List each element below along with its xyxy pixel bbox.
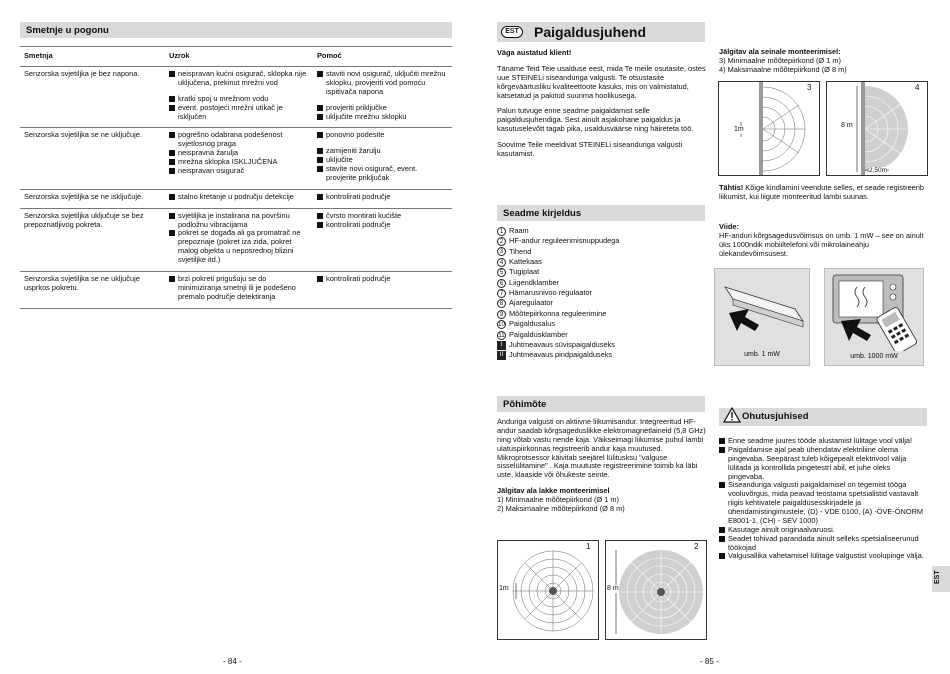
bullet-square-icon bbox=[317, 71, 323, 77]
description-section-title: Seadme kirjeldus bbox=[497, 205, 705, 221]
description-item-text: Juhtmeavaus süvispaigalduseks bbox=[509, 340, 615, 350]
left-section-title: Smetnje u pogonu bbox=[20, 22, 452, 38]
page-number-left: - 84 - bbox=[223, 657, 242, 666]
bullet-square-icon bbox=[719, 482, 725, 488]
item-number-marker: 11 bbox=[498, 332, 505, 339]
wall-title: Jälgitav ala seinale monteerimisel: bbox=[719, 47, 841, 56]
fix-cell bbox=[313, 67, 452, 128]
header-fault: Smetnja bbox=[20, 47, 165, 67]
description-item-text: Hämarusnivoo regulaator bbox=[509, 288, 592, 298]
header-fix: Pomoć bbox=[313, 47, 452, 67]
safety-item-text: Siseanduriga valgusti paigaldamisel on tegemist tööga vooluvõrgus, mida peavad teostama spetsialistid vastavalt riigis kehtivatele paigaldusesskirjadele ja ühendamistingimustele, (D) - VDE 0100, (A) -ÖVE-ÖNORM E8001-1, (CH) - SEV 1000) bbox=[728, 480, 924, 525]
safety-item bbox=[719, 446, 927, 482]
phone-caption: umb. 1000 mW bbox=[850, 353, 898, 360]
figure-4-distance: 2,50m bbox=[869, 167, 888, 174]
item-number-marker: 4 bbox=[497, 258, 506, 267]
description-item-text: Kattekaas bbox=[509, 256, 542, 266]
bullet-square-icon bbox=[317, 166, 323, 172]
fault-cell: Senzorska svjetiljka se ne uključuje. bbox=[20, 128, 165, 189]
cause-item bbox=[169, 131, 309, 149]
bullet-square-icon bbox=[169, 71, 175, 77]
cause-text: neispravna žarulja bbox=[178, 148, 238, 158]
bullet-square-icon bbox=[317, 222, 323, 228]
ceiling-max-diagram bbox=[606, 541, 706, 639]
important-text: Kõige kindlamini veendute selles, et seade registreerib liikumist, kui liigute monteeritud lambi suunas. bbox=[719, 183, 924, 201]
description-item bbox=[497, 288, 707, 298]
side-tab-label: EST bbox=[934, 570, 941, 584]
fault-cell: Senzorska svjetiljka se ne isključuje. bbox=[20, 189, 165, 208]
fix-text: kontrolirati područje bbox=[326, 191, 391, 201]
safety-item-text: Seadet tohivad parandada ainult selleks spetsialiseerunud töökojad bbox=[728, 533, 919, 552]
phone-microwave-illustration bbox=[824, 268, 924, 366]
table-row bbox=[20, 189, 452, 208]
fix-item bbox=[317, 113, 448, 122]
bullet-square-icon bbox=[169, 96, 175, 102]
bullet-square-icon bbox=[317, 148, 323, 154]
cause-item bbox=[169, 212, 309, 230]
figure-2-scale: 8 m bbox=[607, 585, 619, 592]
description-item-text: Liigendklamber bbox=[509, 277, 560, 287]
wall-line-2: 4) Maksimaalne mõõtepiirkond (Ø 8 m) bbox=[719, 64, 847, 74]
bullet-square-icon bbox=[317, 276, 323, 282]
description-item bbox=[497, 236, 707, 246]
bullet-square-icon bbox=[169, 194, 175, 200]
troubleshooting-table bbox=[20, 46, 452, 309]
fix-text: staviti novi osigurač, uključiti mrežnu sklopku, provjeriti vod pomoću ispitivača napona bbox=[326, 69, 446, 96]
figure-2-number: 2 bbox=[694, 542, 699, 551]
fix-cell bbox=[313, 271, 452, 308]
description-item bbox=[497, 351, 707, 361]
fault-cell: Senzorska svjetiljka se ne uključuje usprkos pokretu. bbox=[20, 271, 165, 308]
table-row bbox=[20, 67, 452, 128]
fix-text: kontrolirati područje bbox=[326, 273, 391, 283]
bullet-square-icon bbox=[169, 132, 175, 138]
table-row bbox=[20, 271, 452, 308]
intro-paragraph-1: Täname Teid Teie usalduse eest, mida Te meile osutasite, ostes uue STEINELi siseanduriga valgusti. Te otsustasite kõrgeväärtusliku kvaliteettoote kasuks, mis on valmistatud, katsetatud ja pakitud suurima hoolikusega. bbox=[497, 63, 706, 100]
figure-ceiling-min bbox=[497, 540, 599, 640]
item-number-marker: 8 bbox=[497, 299, 506, 308]
fix-text: uključite mrežnu sklopku bbox=[326, 111, 407, 121]
intro-paragraph-3: Soovime Teile meeldivat STEINELi siseanduriga valgusti kasutamist. bbox=[497, 140, 683, 158]
page-number-right: - 85 - bbox=[700, 657, 719, 666]
important-note bbox=[719, 184, 929, 202]
cause-text: svjetiljka je instalirana na površinu podložnu vibracijama bbox=[178, 210, 290, 229]
bullet-square-icon bbox=[317, 114, 323, 120]
header-cause: Uzrok bbox=[165, 47, 313, 67]
language-badge: EST bbox=[501, 26, 523, 38]
cause-text: neispravan kućni osigurač, sklopka nije uključena, prekinut mrežni vod bbox=[178, 69, 307, 87]
description-list bbox=[497, 226, 707, 361]
table-row bbox=[20, 128, 452, 189]
ceiling-title: Jälgitav ala lakke monteerimisel bbox=[497, 486, 610, 496]
cause-text: event. postojeći mrežni utikač je isključen bbox=[178, 102, 283, 121]
cause-text: brzi pokreti prigušuju se do minimiziranja smetnji ili je podešeno premalo područje detektiranja bbox=[178, 273, 296, 301]
cause-item bbox=[169, 275, 309, 302]
bullet-square-icon bbox=[317, 213, 323, 219]
principle-text: Anduriga valgusti on aktiivne liikumisandur. Integreeritud HF-andur saadab kõrgsageduslikke elektromagnetlaineid (5,8 GHz) ning võtab vastu nende kaja. Väikseimagi liikumise puhul lambi ulatuspiirkonnas registreerib andur kaja muutused. Mikroprotsessor käivitab seejärel lülitusksu "valguse sisselülitamine" . Kaja muutuste registreerimine toimib ka läbi uste, klaaside või õhukeste seinte. bbox=[497, 417, 706, 480]
safety-list bbox=[719, 437, 927, 561]
description-item-text: Mõõtepiirkonna reguleerimine bbox=[509, 308, 607, 318]
fix-text: provjeriti priključke bbox=[326, 102, 387, 112]
fix-item bbox=[317, 275, 448, 284]
cause-cell bbox=[165, 67, 313, 128]
bullet-square-icon bbox=[317, 132, 323, 138]
cause-cell bbox=[165, 208, 313, 271]
cause-cell bbox=[165, 271, 313, 308]
warning-icon bbox=[723, 407, 741, 423]
cause-text: neispravan osigurač bbox=[178, 165, 245, 175]
safety-item-text: Enne seadme juures tööde alustamist lülitage vool välja! bbox=[728, 436, 913, 445]
cause-cell bbox=[165, 189, 313, 208]
bullet-square-icon bbox=[719, 536, 725, 542]
greeting: Väga austatud klient! bbox=[497, 48, 572, 57]
bullet-square-icon bbox=[169, 213, 175, 219]
cause-item bbox=[169, 167, 309, 176]
lamp-drawing bbox=[715, 269, 809, 349]
lamp-caption: umb. 1 mW bbox=[744, 351, 780, 358]
phone-microwave-drawing bbox=[825, 269, 923, 351]
description-item-text: Raam bbox=[509, 225, 529, 235]
item-number-marker: II bbox=[497, 351, 506, 360]
important-label: Tähtis! bbox=[719, 183, 744, 192]
description-item-text: Paigaldusklamber bbox=[509, 329, 568, 339]
description-item bbox=[497, 340, 707, 350]
description-item bbox=[497, 247, 707, 257]
fix-item bbox=[317, 70, 448, 97]
description-item bbox=[497, 330, 707, 340]
fix-item bbox=[317, 165, 448, 183]
description-item bbox=[497, 278, 707, 288]
figure-3-number: 3 bbox=[807, 83, 812, 92]
item-number-marker: 10 bbox=[498, 322, 505, 329]
description-item bbox=[497, 257, 707, 267]
bullet-square-icon bbox=[169, 105, 175, 111]
safety-section-title: Ohutusjuhised bbox=[742, 411, 809, 422]
cause-item bbox=[169, 229, 309, 265]
ceiling-min-diagram bbox=[498, 541, 598, 639]
cause-item bbox=[169, 70, 309, 88]
bullet-square-icon bbox=[169, 276, 175, 282]
safety-item bbox=[719, 552, 927, 561]
fault-cell: Senzorska svjetiljka uključuje se bez prepoznatljivog pokreta. bbox=[20, 208, 165, 271]
ceiling-line-1: 1) Minimaalne mõõtepiirkond (Ø 1 m) bbox=[497, 495, 619, 504]
fix-text: ponovno podesite bbox=[326, 130, 385, 140]
bullet-square-icon bbox=[317, 194, 323, 200]
safety-item bbox=[719, 481, 927, 525]
cause-text: pogrešno odabrana podešenost svjetlosnog praga bbox=[178, 130, 283, 149]
hint-title: Viide: bbox=[719, 222, 739, 231]
fix-text: zamijeniti žarulju bbox=[326, 146, 381, 156]
bullet-square-icon bbox=[719, 553, 725, 559]
figure-wall-min bbox=[718, 81, 820, 176]
fix-item bbox=[317, 221, 448, 230]
safety-item bbox=[719, 535, 927, 553]
fix-item bbox=[317, 131, 448, 140]
cause-item bbox=[169, 193, 309, 202]
description-item-text: Ajaregulaator bbox=[509, 298, 553, 308]
figure-4-number: 4 bbox=[915, 83, 920, 92]
item-number-marker: 7 bbox=[497, 289, 506, 298]
fix-cell bbox=[313, 208, 452, 271]
fix-text: stavite novi osigurač, event. provjerite priključak bbox=[326, 164, 418, 182]
item-number-marker: 2 bbox=[497, 237, 506, 246]
bullet-square-icon bbox=[169, 168, 175, 174]
item-number-marker: I bbox=[497, 341, 506, 350]
safety-item-text: Kasutage ainult originaalvaruosi. bbox=[728, 524, 835, 534]
fix-text: uključite bbox=[326, 155, 353, 165]
bullet-square-icon bbox=[719, 527, 725, 533]
cause-text: kratki spoj u mrežnom vodu bbox=[178, 93, 269, 103]
ceiling-line-2: 2) Maksimaalne mõõtepiirkond (Ø 8 m) bbox=[497, 503, 625, 513]
cause-text: mrežna sklopka ISKLJUČENA bbox=[178, 157, 278, 166]
fix-text: čvrsto montirati kućište bbox=[326, 210, 402, 220]
description-item-text: Tugiplaat bbox=[509, 267, 540, 277]
figure-1-scale: 1m bbox=[499, 585, 509, 592]
cause-cell bbox=[165, 128, 313, 189]
figure-3-scale: 1m bbox=[734, 126, 744, 133]
fix-item bbox=[317, 193, 448, 202]
principle-section-title: Põhimõte bbox=[497, 396, 705, 412]
bullet-square-icon bbox=[169, 230, 175, 236]
figure-ceiling-max bbox=[605, 540, 707, 640]
item-number-marker: 5 bbox=[497, 268, 506, 277]
description-item bbox=[497, 309, 707, 319]
side-language-tab bbox=[932, 566, 950, 592]
wall-line-1: 3) Minimaalne mõõtepiirkond (Ø 1 m) bbox=[719, 55, 841, 65]
description-item-text: Paigaldusalus bbox=[509, 319, 556, 329]
cause-text: stalno kretanje u području detekcije bbox=[178, 191, 294, 201]
description-item-text: HF-andur reguleerimisnuppudega bbox=[509, 236, 620, 246]
fix-text: kontrolirati područje bbox=[326, 219, 391, 229]
hint-text: HF-anduri kõrgsagedusvõimsus on umb. 1 mW – see on ainult üks 1000ndik mobiiltelefoni või mikrolaineahju ülekandevõimsusest. bbox=[719, 230, 924, 258]
bullet-square-icon bbox=[719, 447, 725, 453]
fault-cell: Senzorska svjetiljka je bez napona. bbox=[20, 67, 165, 128]
lamp-illustration bbox=[714, 268, 810, 366]
safety-item-text: Paigaldamise ajal peab ühendatav elektriliine olema pingevaba. Seepärast tuleb kõigepealt elektrivool välja lülitada ja kontrollida pingetestri abil, et juhe oleks pingevaba. bbox=[728, 444, 907, 481]
fix-cell bbox=[313, 189, 452, 208]
description-item bbox=[497, 320, 707, 330]
item-number-marker: 9 bbox=[497, 310, 506, 319]
figure-wall-max bbox=[826, 81, 928, 176]
item-number-marker: 6 bbox=[497, 279, 506, 288]
item-number-marker: 1 bbox=[497, 227, 506, 236]
bullet-square-icon bbox=[169, 159, 175, 165]
fix-cell bbox=[313, 128, 452, 189]
figure-4-scale: 8 m bbox=[841, 122, 853, 129]
cause-item bbox=[169, 104, 309, 122]
figure-1-number: 1 bbox=[586, 542, 591, 551]
description-item bbox=[497, 268, 707, 278]
description-item-text: Tihend bbox=[509, 246, 532, 256]
bullet-square-icon bbox=[719, 438, 725, 444]
bullet-square-icon bbox=[317, 105, 323, 111]
cause-text: pokret se događa ali ga promatrač ne prepoznaje (pokret iza zida, pokret malog objekta u neposrednoj blizini svjetiljke itd.) bbox=[178, 228, 301, 264]
description-item bbox=[497, 299, 707, 309]
bullet-square-icon bbox=[169, 150, 175, 156]
table-header-row bbox=[20, 47, 452, 67]
description-item bbox=[497, 226, 707, 236]
item-number-marker: 3 bbox=[497, 247, 506, 256]
page-title: Paigaldusjuhend bbox=[534, 24, 647, 40]
bullet-square-icon bbox=[317, 157, 323, 163]
description-item-text: Juhtmeavaus pindpaigalduseks bbox=[509, 350, 613, 360]
intro-paragraph-2: Palun tutvuge enne seadme paigaldamist selle paigaldusjuhendiga. Sest ainult asjakohane paigaldus ja kasutuselevõtt tagab pika, usaldusväärse ning häireteta töö. bbox=[497, 106, 694, 134]
table-row bbox=[20, 208, 452, 271]
safety-item-text: Valgusallika vahetamisel lülitage valgustist voolupinge välja. bbox=[728, 551, 924, 561]
